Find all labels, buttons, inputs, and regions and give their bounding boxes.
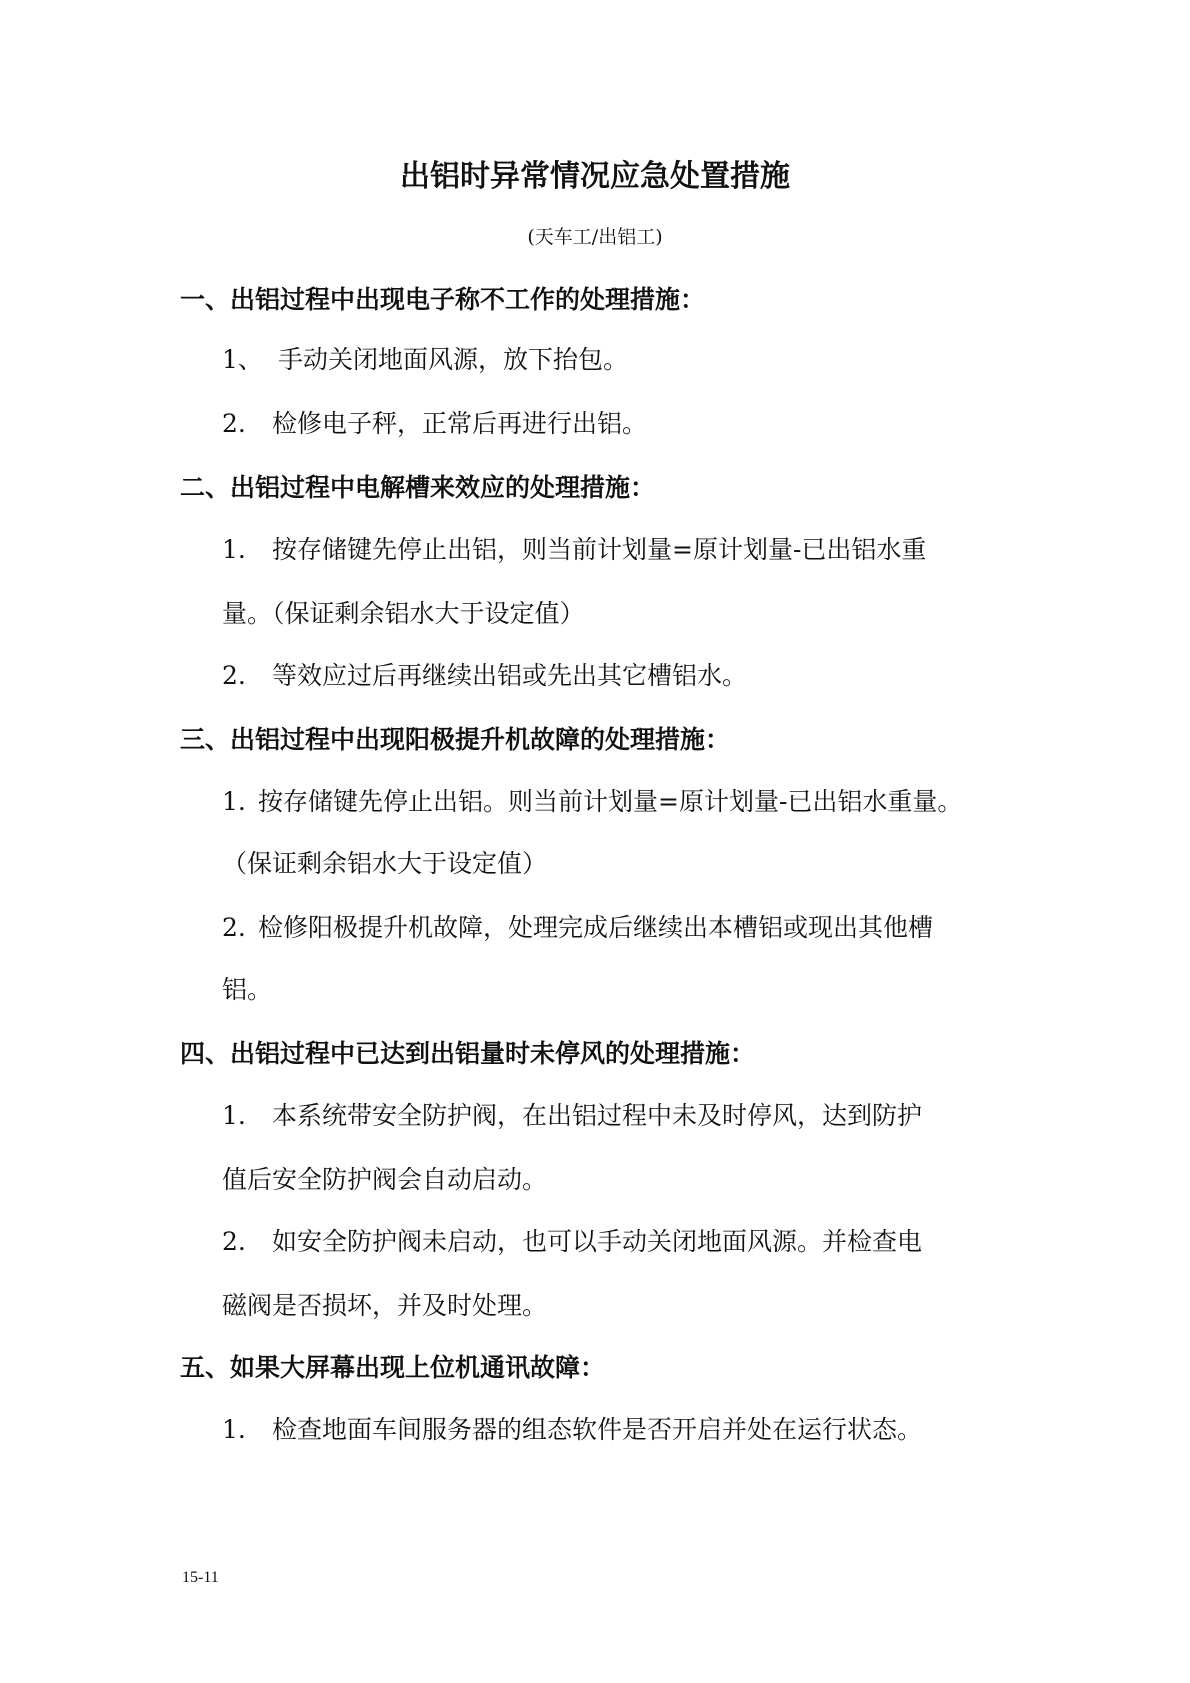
item-continuation: 磁阀是否损坏，并及时处理。 [222,1291,548,1320]
item-number: 1、 [222,345,263,374]
page-subtitle: (天车工/出铝工) [527,226,663,248]
list-item [222,784,962,820]
item-text: 手动关闭地面风源，放下抬包。 [278,345,629,374]
section-heading-2: 二、出铝过程中电解槽来效应的处理措施： [180,473,656,502]
item-number: 1. [222,1101,246,1130]
item-text: 按存储键先停止出铝，则当前计划量=原计划量-已出铝水重 [272,535,927,564]
item-number: 1. [222,1415,246,1444]
item-text: 等效应过后再继续出铝或先出其它槽铝水。 [272,661,748,690]
section-heading-4: 四、出铝过程中已达到出铝量时未停风的处理措施： [180,1039,756,1068]
item-number: 1. [222,535,246,564]
list-item [222,1098,922,1134]
list-item [222,406,647,442]
item-number: 2. [222,409,246,438]
page-number: 15-11 [182,1569,219,1586]
item-continuation: 值后安全防护阀会自动启动。 [222,1165,548,1194]
item-continuation: （保证剩余铝水大于设定值） [222,849,548,878]
section-heading-3: 三、出铝过程中出现阳极提升机故障的处理措施： [180,725,731,754]
item-text: 检修阳极提升机故障，处理完成后继续出本槽铝或现出其他槽 [258,913,934,942]
list-item [222,1412,922,1448]
item-text: 检修电子秤，正常后再进行出铝。 [272,409,648,438]
section-heading-5: 五、如果大屏幕出现上位机通讯故障： [180,1353,606,1382]
section-heading-1: 一、出铝过程中出现电子称不工作的处理措施： [180,285,706,314]
item-text: 按存储键先停止出铝。则当前计划量=原计划量-已出铝水重量。 [258,787,963,816]
list-item [222,658,747,694]
item-number: 1. [222,787,246,816]
item-continuation: 量。（保证剩余铝水大于设定值） [222,599,585,628]
item-number: 2. [222,661,246,690]
list-item [222,1224,922,1260]
item-text: 检查地面车间服务器的组态软件是否开启并处在运行状态。 [272,1415,923,1444]
item-number: 2. [222,1227,246,1256]
page-title: 出铝时异常情况应急处置措施 [400,159,790,194]
list-item [222,910,933,946]
list-item [222,532,926,568]
item-continuation: 铝。 [222,975,273,1004]
item-text: 本系统带安全防护阀，在出铝过程中未及时停风，达到防护 [272,1101,923,1130]
item-number: 2. [222,913,246,942]
item-text: 如安全防护阀未启动，也可以手动关闭地面风源。并检查电 [272,1227,923,1256]
list-item [222,342,628,378]
